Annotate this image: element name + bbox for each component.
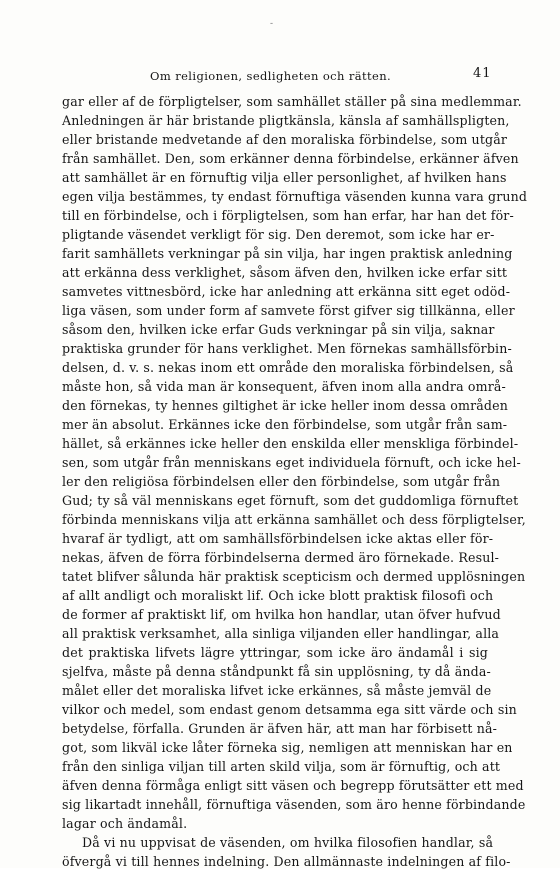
text-line: pligtande väsendet verkligt för sig. Den deremot, som icke har er-: [62, 227, 495, 242]
text-line: från samhället. Den, som erkänner denna förbindelse, erkänner äfven: [62, 151, 519, 166]
text-line: Gud; ty så väl menniskans eget förnuft, som det guddomliga förnuftet: [62, 493, 519, 508]
text-line: det praktiska lifvets lägre yttringar, som icke äro ändamål i sig: [62, 645, 488, 660]
body-text: [62, 92, 528, 871]
paragraph-start-line: Då vi nu uppvisat de väsenden, om hvilka filosofien handlar, så: [82, 835, 494, 850]
text-line: got, som likväl icke låter förneka sig, nemligen att menniskan har en: [62, 740, 513, 755]
text-line: eller bristande medvetande af den moraliska förbindelse, som utgår: [62, 132, 508, 147]
running-head: Om religionen, sedligheten och rätten.: [150, 69, 392, 83]
text-line: sjelfva, måste på denna ståndpunkt få sin upplösning, ty då ända-: [62, 664, 491, 679]
text-line: från den sinliga viljan till arten skild vilja, som är förnuftig, och att: [62, 759, 501, 774]
text-line: nekas, äfven de förra förbindelserna dermed äro förnekade. Resul-: [62, 550, 500, 565]
text-line: såsom den, hvilken icke erfar Guds verkningar på sin vilja, saknar: [62, 322, 495, 337]
text-line: egen vilja bestämmes, ty endast förnuftiga väsenden kunna vara grund: [62, 189, 528, 204]
text-line: sen, som utgår från menniskans eget individuela förnuft, och icke hel-: [62, 455, 521, 470]
text-line: ler den religiösa förbindelsen eller den förbindelse, som utgår från: [62, 474, 501, 489]
text-line: mer än absolut. Erkännes icke den förbindelse, som utgår från sam-: [62, 417, 508, 432]
text-line: vilkor och medel, som endast genom detsamma ega sitt värde och sin: [62, 702, 517, 717]
text-line: måste hon, så vida man är konsequent, äfven inom alla andra områ-: [62, 379, 506, 394]
text-line: praktiska grunder för hans verklighet. Men förnekas samhällsförbin-: [62, 341, 512, 356]
text-line: målet eller det moraliska lifvet icke erkännes, så måste jemväl de: [62, 683, 492, 698]
paragraph-end-line: lagar och ändamål.: [62, 816, 188, 831]
text-line: liga väsen, som under form af samvete först gifver sig tillkänna, eller: [62, 303, 515, 318]
text-line: till en förbindelse, och i förpligtelsen, som han erfar, har han det för-: [62, 208, 514, 223]
text-line: samvetes vittnesbörd, icke har anledning att erkänna sitt eget odöd-: [62, 284, 511, 299]
text-line: hället, så erkännes icke heller den enskilda eller menskliga förbindel-: [62, 436, 519, 451]
text-line: delsen, d. v. s. nekas inom ett område den moraliska förbindelsen, så: [62, 360, 514, 375]
text-line: den förnekas, ty hennes giltighet är icke heller inom dessa områden: [62, 398, 508, 413]
text-line: hvaraf är tydligt, att om samhällsförbindelsen icke aktas eller för-: [62, 531, 494, 546]
text-line: Anledningen är här bristande pligtkänsla, känsla af samhällspligten,: [62, 113, 510, 128]
text-line: all praktisk verksamhet, alla sinliga viljanden eller handlingar, alla: [62, 626, 500, 641]
text-line: äfven denna förmåga enligt sitt väsen och begrepp förutsätter ett med: [62, 778, 524, 793]
text-line: af allt andligt och moraliskt lif. Och icke blott praktisk filosofi och: [62, 588, 494, 603]
text-line: förbinda menniskans vilja att erkänna samhället och dess förpligtelser,: [62, 512, 526, 527]
text-line: gar eller af de förpligtelser, som samhället ställer på sina medlemmar.: [62, 94, 522, 109]
page-number: 41: [473, 66, 492, 81]
text-line: att erkänna dess verklighet, såsom äfven den, hvilken icke erfar sitt: [62, 265, 508, 280]
text-line: att samhället är en förnuftig vilja eller personlighet, af hvilken hans: [62, 170, 507, 185]
text-line: tatet blifver sålunda här praktisk scepticism och dermed upplösningen: [62, 569, 526, 584]
text-line: betydelse, förfalla. Grunden är äfven här, att man har förbisett nå-: [62, 721, 498, 736]
top-mark: -: [270, 19, 274, 29]
text-line: sig likartadt innehåll, förnuftiga väsenden, som äro henne förbindande: [62, 797, 526, 812]
text-line: de former af praktiskt lif, om hvilka hon handlar, utan öfver hufvud: [62, 607, 501, 622]
text-line: farit samhällets verkningar på sin vilja, har ingen praktisk anledning: [62, 246, 513, 261]
text-line: öfvergå vi till hennes indelning. Den allmännaste indelningen af filo-: [62, 854, 511, 869]
